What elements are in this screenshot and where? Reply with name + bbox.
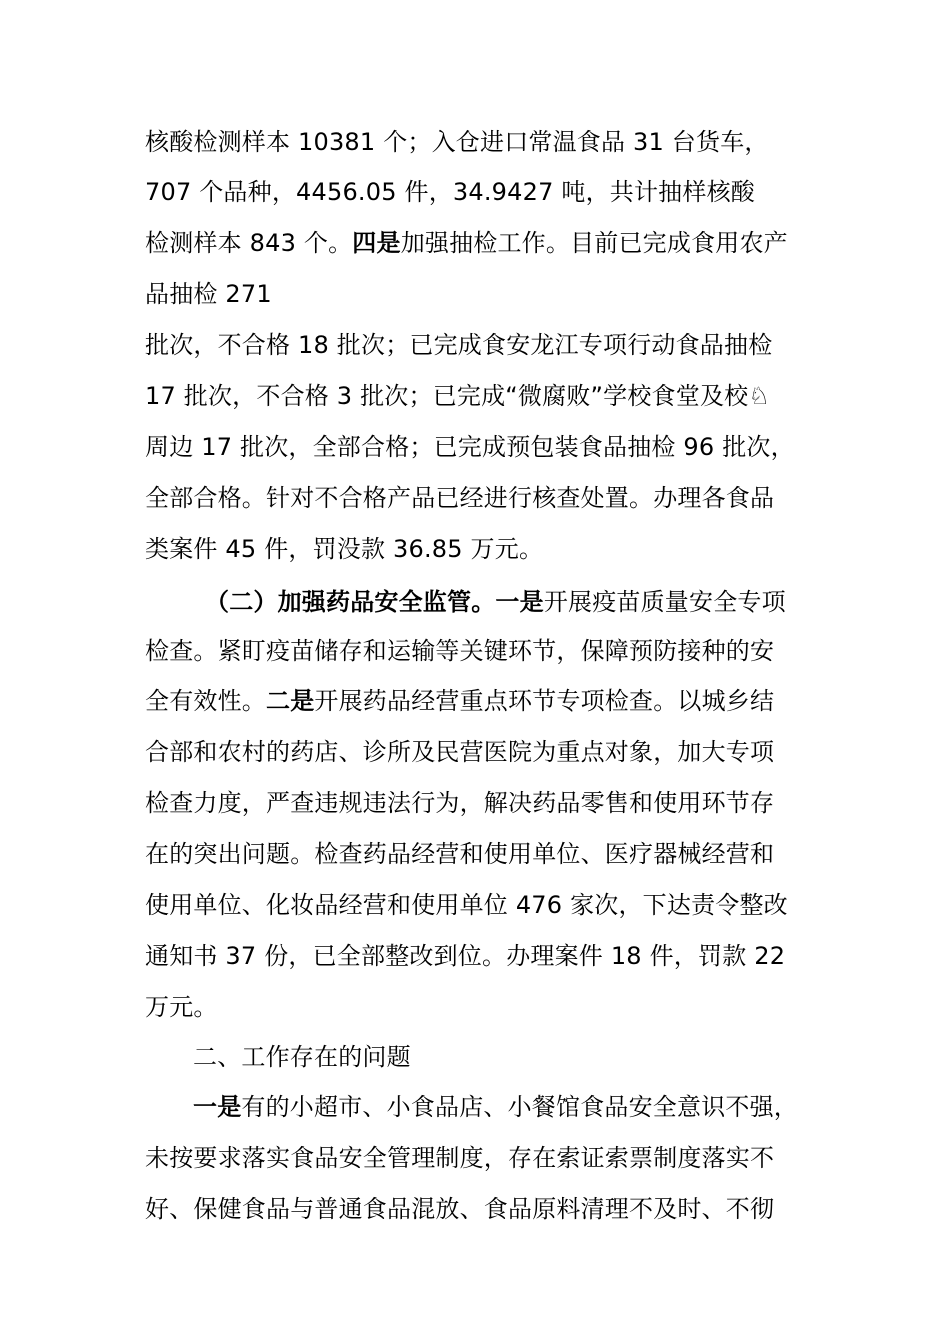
bold-lead: 二是 — [266, 687, 315, 715]
text-run: 全有效性。 — [145, 687, 266, 715]
paragraph-2-line-4: 合部和农村的药店、诊所及民营医院为重点对象，加大专项 — [145, 738, 775, 766]
text-run: 开展药品经营重点环节专项检查。以城乡结 — [314, 687, 775, 715]
paragraph-3-line-3: 好、保健食品与普通食品混放、食品原料清理不及时、不彻 — [145, 1195, 775, 1223]
paragraph-2-line-5: 检查力度，严查违规违法行为，解决药品零售和使用环节存 — [145, 789, 775, 817]
paragraph-1-line-2: 707 个品种，4456.05 件，34.9427 吨，共计抽样核酸 — [145, 178, 755, 206]
paragraph-1-line-6: 17 批次，不合格 3 批次；已完成“微腐败”学校食堂及校♘ — [145, 382, 771, 410]
paragraph-1-line-3 — [145, 228, 788, 258]
paragraph-2-line-9: 万元。 — [145, 993, 218, 1021]
paragraph-1-line-5: 批次，不合格 18 批次；已完成食安龙江专项行动食品抽检 — [145, 331, 773, 359]
paragraph-1-line-7: 周边 17 批次，全部合格；已完成预包装食品抽检 96 批次， — [145, 433, 795, 461]
paragraph-1-line-8: 全部合格。针对不合格产品已经进行核查处置。办理各食品 — [145, 484, 775, 512]
paragraph-3-line-2: 未按要求落实食品安全管理制度，存在索证索票制度落实不 — [145, 1144, 775, 1172]
paragraph-3-line-1 — [193, 1092, 798, 1122]
paragraph-1-line-9: 类案件 45 件，罚没款 36.85 万元。 — [145, 535, 544, 563]
text-run: 检测样本 843 个。 — [145, 229, 353, 257]
text-run: 有的小超市、小食品店、小餐馆食品安全意识不强， — [241, 1093, 799, 1121]
bold-lead: 一是 — [193, 1093, 242, 1121]
paragraph-2-line-2: 检查。紧盯疫苗储存和运输等关键环节，保障预防接种的安 — [145, 637, 775, 665]
paragraph-2-line-1 — [205, 587, 786, 617]
paragraph-2-line-7: 使用单位、化妆品经营和使用单位 476 家次，下达责令整改 — [145, 891, 788, 919]
section-heading: 二、工作存在的问题 — [193, 1043, 411, 1071]
paragraph-2-line-8: 通知书 37 份，已全部整改到位。办理案件 18 件，罚款 22 — [145, 942, 786, 970]
text-run: 加强抽检工作。目前已完成食用农产 — [400, 229, 788, 257]
bold-lead: 四是 — [352, 229, 401, 257]
paragraph-1-line-1: 核酸检测样本 10381 个；入仓进口常温食品 31 台货车， — [145, 128, 769, 156]
paragraph-2-line-3 — [145, 686, 774, 716]
subsection-heading: （二）加强药品安全监管。一是 — [205, 588, 544, 616]
paragraph-2-line-6: 在的突出问题。检查药品经营和使用单位、医疗器械经营和 — [145, 840, 775, 868]
paragraph-1-line-4: 品抽检 271 — [145, 280, 272, 308]
text-run: 开展疫苗质量安全专项 — [543, 588, 786, 616]
